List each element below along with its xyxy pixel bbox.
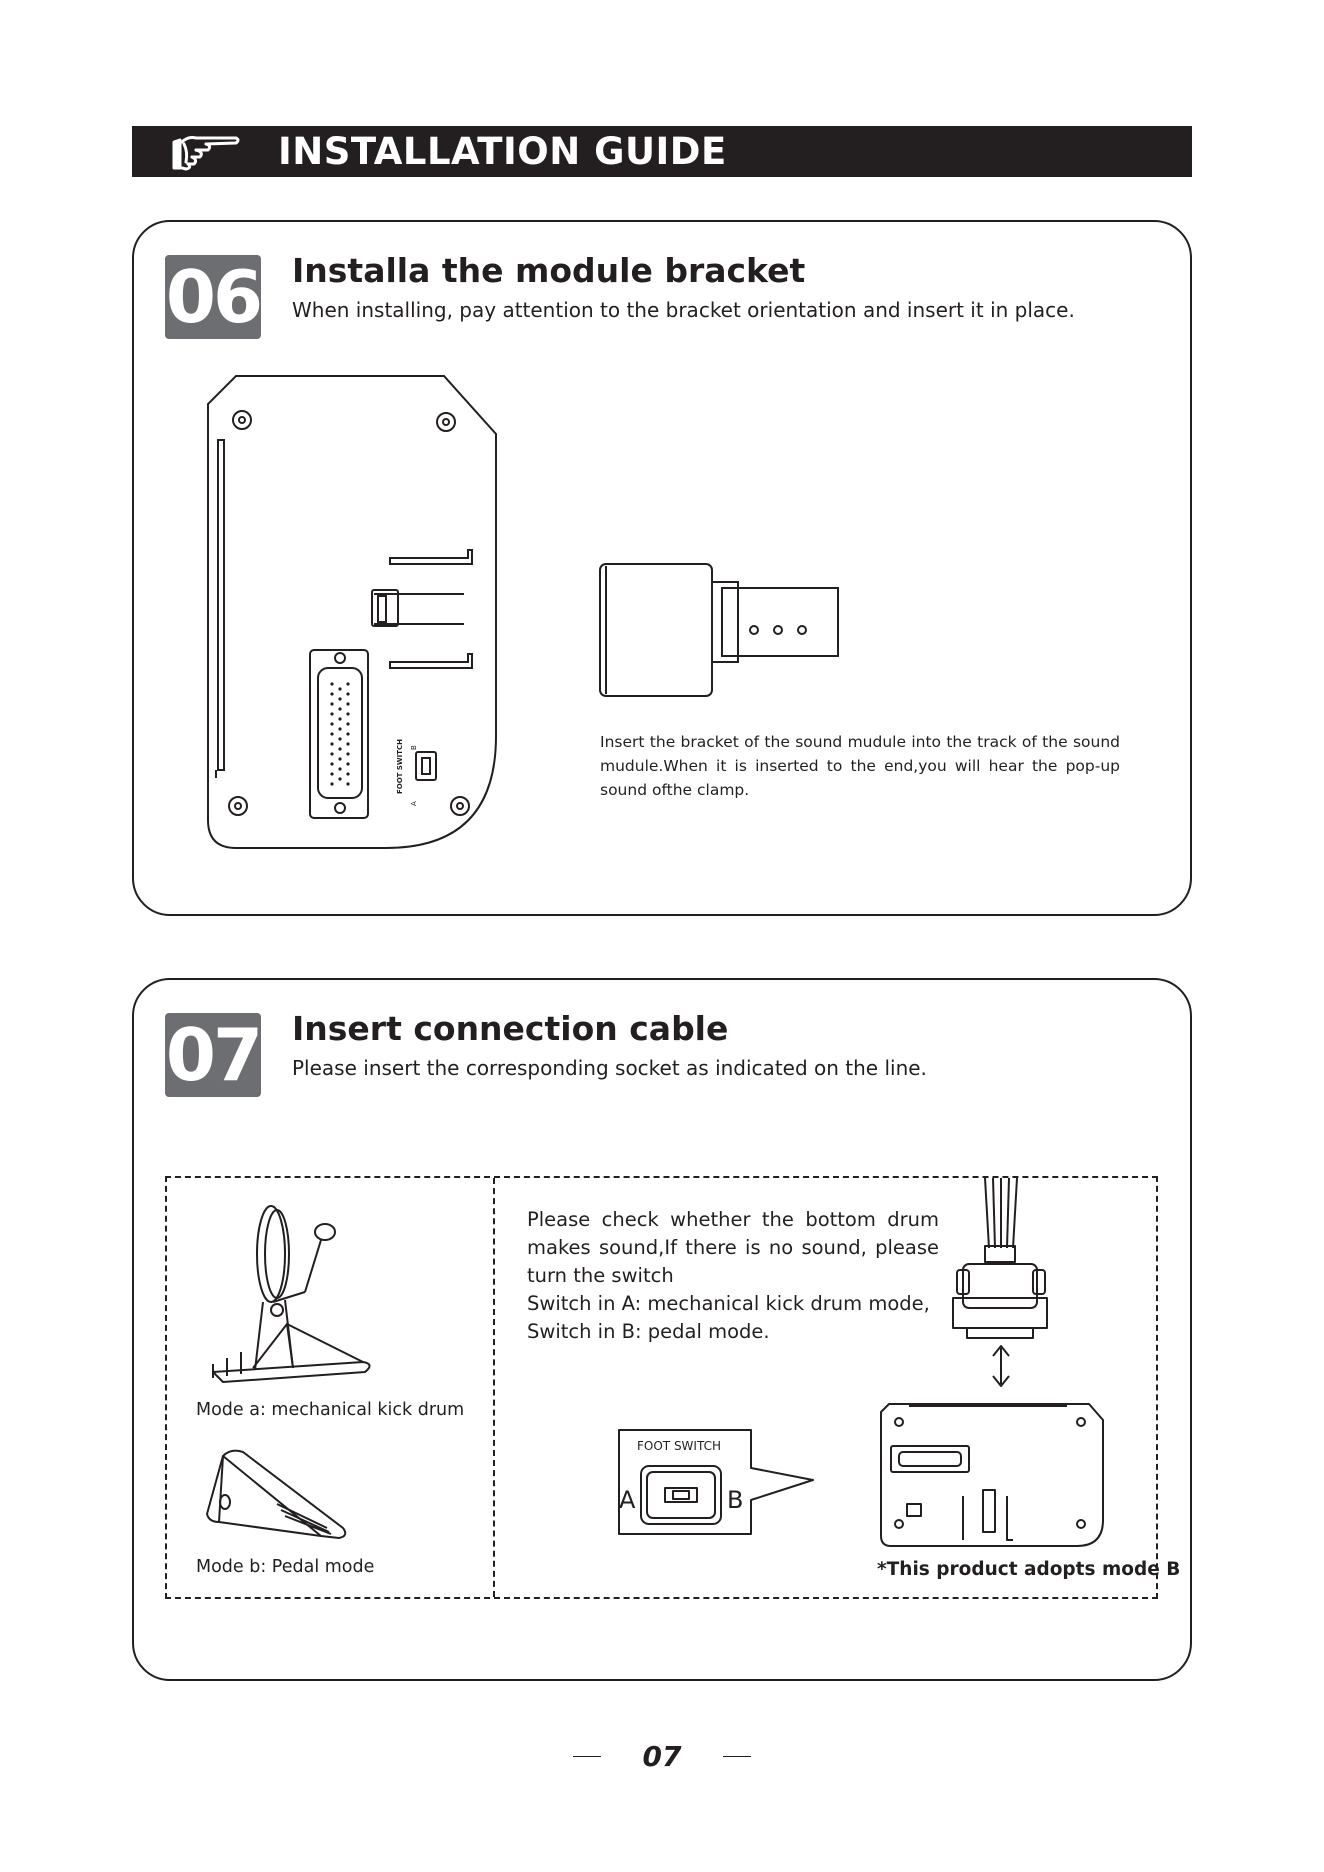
switch-a-letter: A [619,1486,636,1514]
switch-a-label: A [410,801,418,806]
step-number: 07 [165,1013,261,1097]
module-back-illustration [206,374,536,850]
bracket-caption: Insert the bracket of the sound mudule into the track of the sound mudule.When it is inserted to the end,you will hear the pop-up sound ofthe clamp. [600,733,1120,799]
page-number: 07 [642,1740,682,1773]
step-number: 06 [165,255,261,339]
dashed-divider [493,1178,495,1597]
step-subtitle: When installing, pay attention to the bracket orientation and insert it in place. [292,298,1075,322]
step-07-panel [132,978,1192,1681]
mode-diagram-box [165,1176,1181,1599]
mode-b-label: Mode b: Pedal mode [196,1557,375,1577]
switch-b-letter: B [727,1486,744,1514]
switch-a-instruction: Switch in A: mechanical kick drum mode, [527,1292,930,1315]
step-title: Insert connection cable [292,1009,729,1048]
pointing-hand-icon [166,130,242,174]
foot-switch-label: FOOT SWITCH [396,738,404,794]
kick-drum-pedal-illustration [193,1192,393,1392]
mode-a-label: Mode a: mechanical kick drum [196,1400,465,1420]
step-title: Installa the module bracket [292,251,806,290]
module-back-small-illustration [877,1400,1107,1550]
switch-instructions [527,1206,939,1346]
footer-dash-right [723,1756,751,1757]
foot-switch-callout [617,1428,817,1538]
instruction-line: makes sound,If there is no sound, please [527,1236,939,1259]
page-footer [0,1740,1324,1773]
step-subtitle: Please insert the corresponding socket as indicated on the line. [292,1056,927,1080]
mode-b-note: *This product adopts mode B [877,1559,1181,1580]
trigger-pedal-illustration [203,1444,353,1546]
cable-connector-illustration [949,1178,1059,1388]
instruction-line: turn the switch [527,1264,674,1287]
page-title: INSTALLATION GUIDE [278,130,727,173]
switch-b-instruction: Switch in B: pedal mode. [527,1320,770,1343]
step-06-panel [132,220,1192,916]
switch-b-label: B [410,745,418,750]
foot-switch-callout-label: FOOT SWITCH [637,1439,721,1453]
footer-dash-left [573,1756,601,1757]
instruction-line: Please check whether the bottom drum [527,1208,939,1231]
bracket-illustration [598,562,840,702]
header-bar [132,126,1192,177]
